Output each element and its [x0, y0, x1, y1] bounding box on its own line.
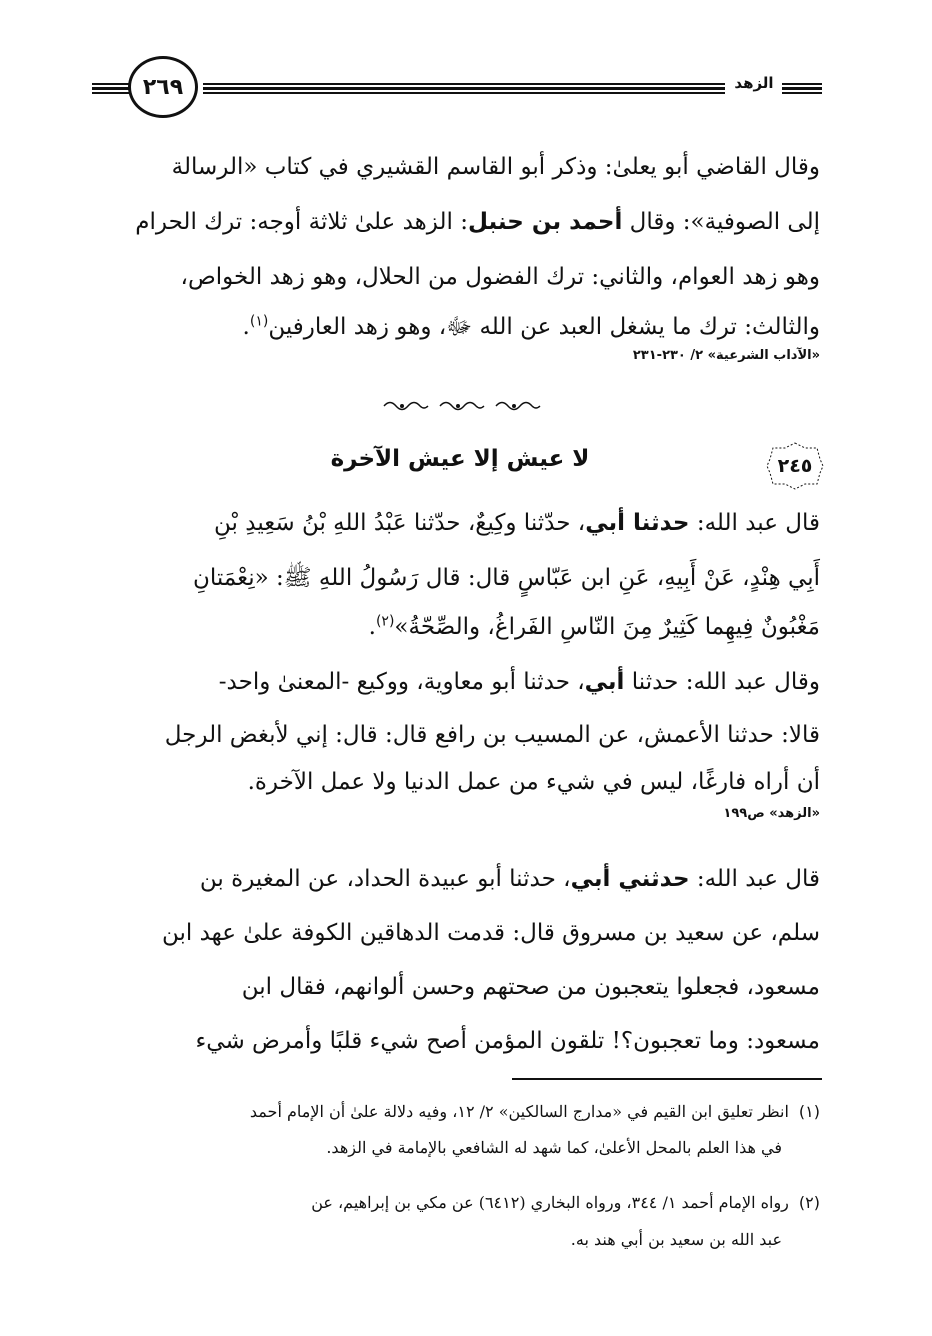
page-number: ٢٦٩: [128, 56, 198, 118]
entry-top-line-3: وهو زهد العوام، والثاني: ترك الفضول من الحلال، وهو زهد الخواص،: [180, 264, 820, 290]
narration3-line-1: قال عبد الله: حدثني أبي، حدثنا أبو عبيدة الحداد، عن المغيرة بن: [199, 866, 820, 892]
narration2-line-3: أن أراه فارغًا، ليس في شيء من عمل الدنيا ولا عمل الآخرة.: [247, 769, 820, 795]
footnote-2-line-2: عبد الله بن سعيد بن أبي هند به.: [570, 1230, 782, 1249]
source-citation-2: «الزهد» ص١٩٩: [723, 806, 820, 821]
narration3-line-3: مسعود، فجعلوا يتعجبون من صحتهم وحسن ألوانهم، فقال ابن: [241, 974, 820, 1000]
narration2-line-1: وقال عبد الله: حدثنا أبي، حدثنا أبو معاوية، ووكيع -المعنىٰ واحد-: [218, 669, 820, 695]
running-title: الزهد: [734, 74, 774, 92]
entry-top-line-4: والثالث: ترك ما يشغل العبد عن الله ﷻ، وهو زهد العارفين$^{(١)}$.: [242, 313, 820, 340]
narration3-line-2: سلم، عن سعيد بن مسروق قال: قدمت الدهاقين الكوفة علىٰ عهد ابن: [161, 920, 820, 946]
header-rule-right: [782, 82, 822, 94]
bold-name: أحمد بن حنبل: [467, 209, 623, 235]
narration2-line-2: قالا: حدثنا الأعمش، عن المسيب بن رافع قال: قال: إني لأبغض الرجل: [164, 722, 820, 748]
footnote-ref-1: (١): [249, 313, 269, 330]
hadith-line-1: قال عبد الله: حدثنا أبي، حدّثنا وكِيعٌ، حدّثنا عَبْدُ اللهِ بْنُ سَعِيدِ بْنِ: [214, 510, 820, 536]
hadith-line-3: مَغْبُونٌ فِيهِما كَثِيرٌ مِنَ النّاسِ الفَراغُ، والصِّحّةُ»$^{(٢)}$.: [368, 613, 820, 640]
footnote-separator: [512, 1078, 822, 1080]
footnote-1-line-1: (١)انظر تعليق ابن القيم في «مدارج السالكين» ٢/ ١٢، وفيه دلالة علىٰ أن الإمام أحمد: [249, 1102, 820, 1121]
footnote-1-line-2: في هذا العلم بالمحل الأعلىٰ، كما شهد له الشافعي بالإمامة في الزهد.: [326, 1138, 782, 1157]
source-citation: «الآداب الشرعية» ٢/ ٢٣٠-٢٣١: [632, 348, 820, 363]
header-rule-left: [92, 82, 130, 94]
entry-top-line-2: إلى الصوفية»: وقال أحمد بن حنبل: الزهد علىٰ ثلاثة أوجه: ترك الحرام: [135, 209, 820, 235]
hadith-line-2: أَبِي هِنْدٍ، عَنْ أَبِيهِ، عَنِ ابن عَبّاسٍ قال: قال رَسُولُ اللهِ ﷺ: «نِعْمَتانِ: [193, 565, 820, 591]
footnote-2-mark: (٢): [798, 1193, 820, 1212]
entry-top-line-1: وقال القاضي أبو يعلىٰ: وذكر أبو القاسم القشيري في كتاب «الرسالة: [171, 154, 820, 180]
header-rule-middle: [203, 82, 725, 94]
footnote-ref-2: (٢): [375, 613, 395, 630]
footnote-1-mark: (١): [798, 1102, 820, 1121]
section-title: لا عيش إلا عيش الآخرة: [330, 446, 590, 472]
footnote-2-line-1: (٢)رواه الإمام أحمد ١/ ٣٤٤، ورواه البخاري (٦٤١٢) عن مكي بن إبراهيم، عن: [311, 1193, 820, 1212]
section-number-badge: ٢٤٥: [765, 440, 825, 492]
ornament-divider: [380, 398, 550, 414]
narration3-line-4: مسعود: وما تعجبون؟! تلقون المؤمن أصح شيء قلبًا وأمرض شيء: [195, 1028, 820, 1054]
